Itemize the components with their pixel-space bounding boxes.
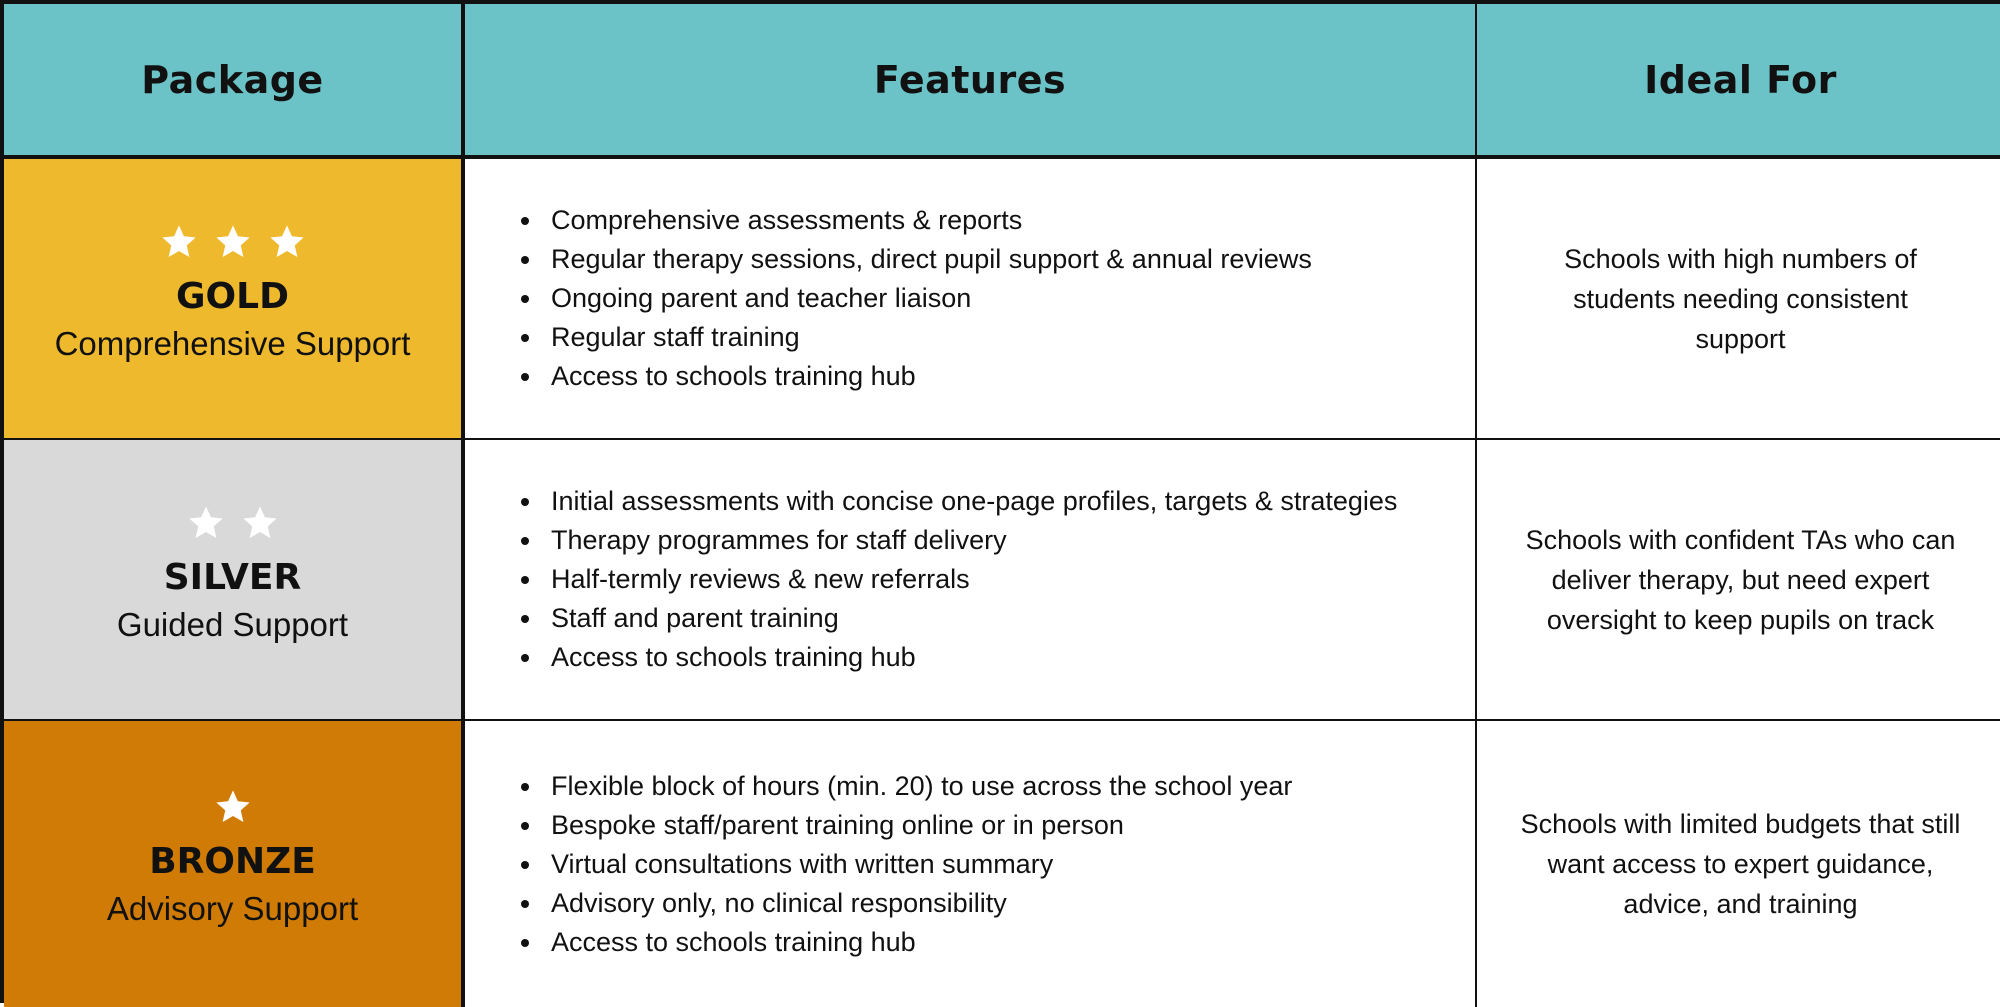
package-bronze	[4, 721, 465, 1007]
features-silver	[465, 440, 1477, 721]
feature-item	[521, 279, 1312, 318]
star-rating	[187, 504, 279, 542]
feature-text: Half-termly reviews & new referrals	[551, 564, 970, 594]
star-rating	[214, 788, 252, 826]
header-ideal-for	[1477, 4, 2000, 159]
feature-list	[521, 482, 1397, 677]
feature-item	[521, 318, 1312, 357]
star-icon	[241, 504, 279, 542]
feature-item	[521, 923, 1292, 962]
bullet-icon	[521, 498, 529, 506]
feature-item	[521, 638, 1397, 677]
star-rating	[160, 223, 306, 261]
tier-subtitle: Guided Support	[116, 605, 349, 643]
bullet-icon	[521, 295, 529, 303]
star-icon	[214, 223, 252, 261]
tier-name: SILVER	[163, 556, 302, 598]
header-package	[4, 4, 465, 159]
bullet-icon	[521, 576, 529, 584]
feature-list	[521, 767, 1292, 962]
feature-item	[521, 884, 1292, 923]
bullet-icon	[521, 900, 529, 908]
feature-text: Therapy programmes for staff delivery	[551, 525, 1007, 555]
header-features	[465, 4, 1477, 159]
bullet-icon	[521, 373, 529, 381]
ideal-for-gold	[1477, 159, 2000, 440]
feature-item	[521, 482, 1397, 521]
feature-text: Comprehensive assessments & reports	[551, 205, 1023, 235]
feature-item	[521, 240, 1312, 279]
tier-name: BRONZE	[149, 841, 316, 882]
feature-text: Bespoke staff/parent training online or in person	[551, 809, 1124, 840]
package-silver	[4, 440, 465, 721]
bullet-icon	[521, 822, 529, 830]
feature-item	[521, 357, 1312, 396]
feature-item	[521, 560, 1397, 599]
feature-text: Regular therapy sessions, direct pupil support & annual reviews	[551, 244, 1312, 274]
bullet-icon	[521, 334, 529, 342]
feature-item	[521, 201, 1312, 240]
feature-text: Staff and parent training	[551, 603, 839, 633]
star-icon	[160, 223, 198, 261]
feature-item	[521, 806, 1292, 845]
bullet-icon	[521, 537, 529, 545]
header-ideal-for-label: Ideal For	[1644, 57, 1837, 102]
ideal-for-text: Schools with high numbers of students needing consistent support	[1564, 243, 1917, 354]
ideal-for-text: Schools with limited budgets that still want access to expert guidance, advice, and training	[1520, 809, 1961, 919]
feature-text: Regular staff training	[551, 322, 800, 352]
bullet-icon	[521, 939, 529, 947]
feature-text: Virtual consultations with written summary	[551, 848, 1054, 879]
feature-text: Access to schools training hub	[551, 642, 916, 672]
tier-name: GOLD	[176, 275, 289, 317]
ideal-for-text: Schools with confident TAs who can deliver therapy, but need expert oversight to keep pupils on track	[1525, 524, 1956, 635]
feature-list	[521, 201, 1312, 396]
bullet-icon	[521, 861, 529, 869]
package-gold	[4, 159, 465, 440]
header-package-label: Package	[141, 57, 324, 102]
star-icon	[268, 223, 306, 261]
features-bronze	[465, 721, 1477, 1007]
feature-text: Access to schools training hub	[551, 926, 916, 957]
feature-text: Flexible block of hours (min. 20) to use across the school year	[551, 770, 1293, 801]
feature-item	[521, 845, 1292, 884]
bullet-icon	[521, 615, 529, 623]
features-gold	[465, 159, 1477, 440]
feature-text: Access to schools training hub	[551, 361, 916, 391]
feature-text: Initial assessments with concise one-page profiles, targets & strategies	[551, 486, 1398, 516]
ideal-for-silver	[1477, 440, 2000, 721]
bullet-icon	[521, 783, 529, 791]
feature-text: Advisory only, no clinical responsibility	[551, 887, 1007, 918]
tier-subtitle: Advisory Support	[106, 890, 359, 927]
tier-subtitle: Comprehensive Support	[54, 324, 411, 362]
bullet-icon	[521, 654, 529, 662]
star-icon	[187, 504, 225, 542]
feature-item	[521, 767, 1292, 806]
feature-item	[521, 599, 1397, 638]
star-icon	[214, 788, 252, 826]
feature-item	[521, 521, 1397, 560]
feature-text: Ongoing parent and teacher liaison	[551, 283, 972, 313]
bullet-icon	[521, 217, 529, 225]
header-features-label: Features	[873, 57, 1067, 102]
ideal-for-bronze	[1477, 721, 2000, 1007]
bullet-icon	[521, 256, 529, 264]
